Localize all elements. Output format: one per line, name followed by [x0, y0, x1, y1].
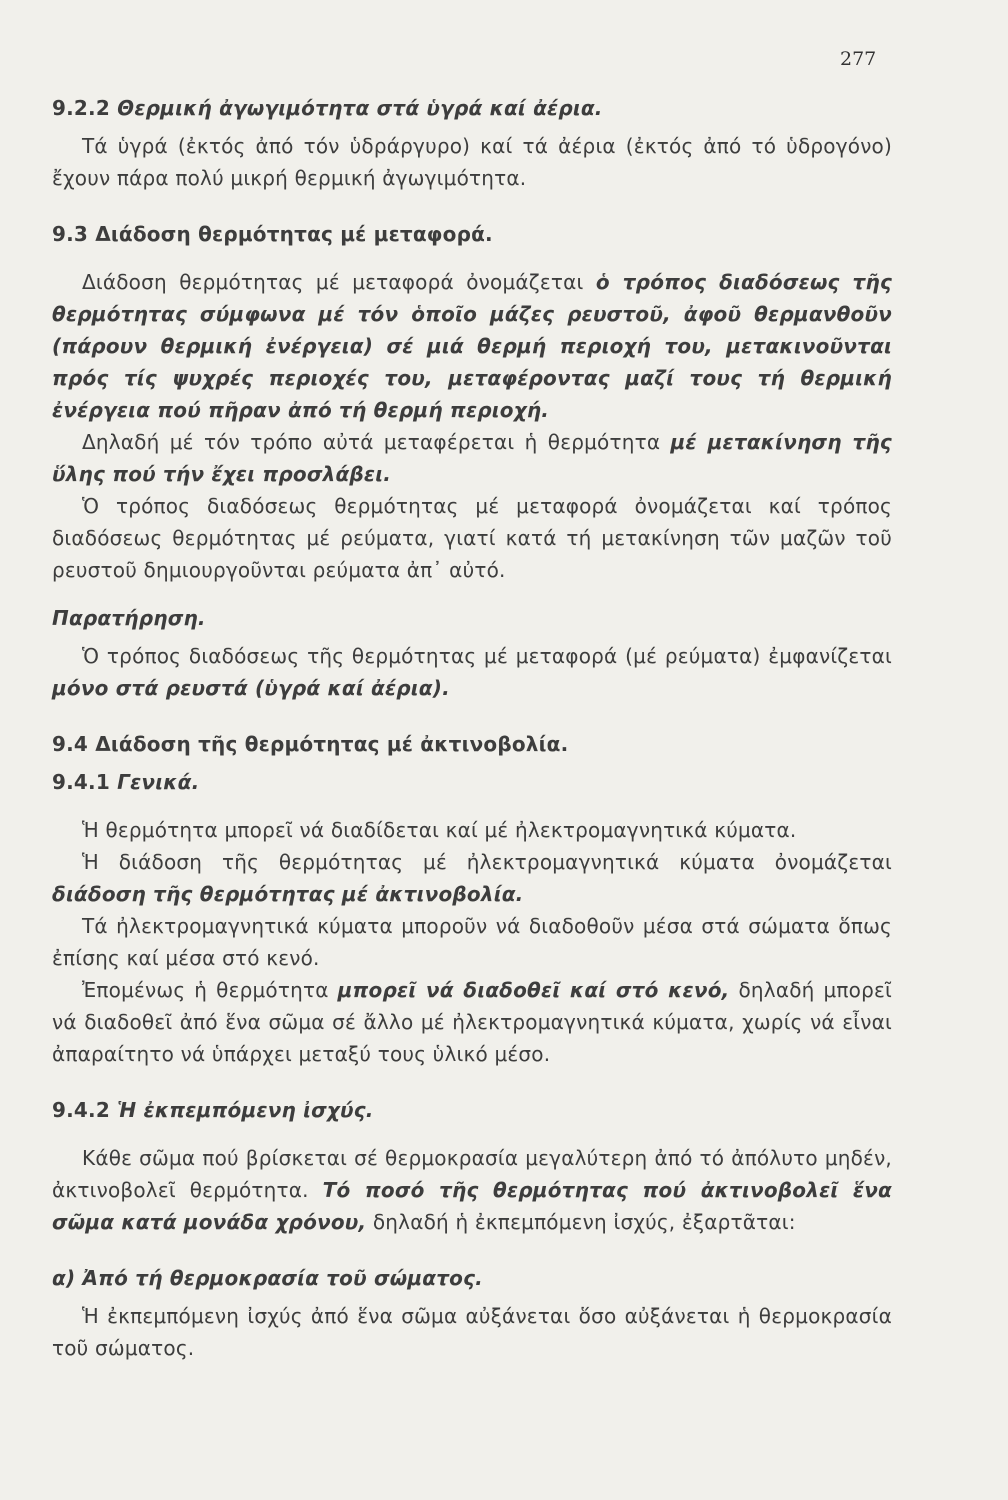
heading-title: Διάδοση θερμότητας μέ μεταφορά. [95, 222, 493, 246]
page-number: 277 [840, 48, 877, 70]
paragraph: Ὁ τρόπος διαδόσεως θερμότητας μέ μεταφορά ὀνομάζεται καί τρόπος διαδόσεως θερμότητας μέ ρεύματα, γιατί κατά τή μετακίνηση τῶν μαζῶν τοῦ ρευστοῦ δημιουργοῦνται ρεύματα ἀπ᾿ αὐτό. [52, 494, 892, 582]
heading-number: 9.3 [52, 222, 89, 246]
heading-9-3 [52, 218, 892, 250]
heading-9-2-2 [52, 92, 892, 124]
text-normal: Ἡ διάδοση τῆς θερμότητας μέ ἠλεκτρομαγνητικά κύματα ὀνομάζεται [82, 850, 892, 874]
heading-number: 9.4 [52, 732, 89, 756]
paragraph: Ἡ ἐκπεμπόμενη ἰσχύς ἀπό ἕνα σῶμα αὐξάνεται ὅσο αὐξάνεται ἡ θερμοκρασία τοῦ σώματος. [52, 1304, 892, 1360]
note-title: Παρατήρηση. [52, 606, 206, 630]
heading-number: 9.2.2 [52, 96, 110, 120]
text-normal: Δηλαδή μέ τόν τρόπο αὐτά μεταφέρεται ἡ θερμότητα [82, 430, 661, 454]
heading-title: Ἡ ἐκπεμπόμενη ἰσχύς. [117, 1098, 374, 1122]
heading-title: Διάδοση τῆς θερμότητας μέ ἀκτινοβολία. [95, 732, 569, 756]
text-emphasis: μόνο στά ρευστά (ὑγρά καί ἀέρια). [52, 676, 450, 700]
list-item-a-title [52, 1262, 892, 1294]
paragraph-definition [52, 266, 892, 426]
paragraph: Τά ἠλεκτρομαγνητικά κύματα μποροῦν νά διαδοθοῦν μέσα στά σώματα ὅπως ἐπίσης καί μέσα στό κενό. [52, 914, 892, 970]
paragraph: Τά ὑγρά (ἐκτός ἀπό τόν ὑδράργυρο) καί τά ἀέρια (ἐκτός ἀπό τό ὑδρογόνο) ἔχουν πάρα πολύ μικρή θερμική ἀγωγιμότητα. [52, 134, 892, 190]
text-normal: Κάθε σῶμα πού βρίσκεται σέ θερμοκρασία μεγαλύτερη ἀπό τό ἀπόλυτο μηδέν, ἀκτινοβολεῖ θερμότητα. [52, 1146, 892, 1202]
heading-title: Θερμική ἀγωγιμότητα στά ὑγρά καί ἀέρια. [117, 96, 603, 120]
heading-number: 9.4.2 [52, 1098, 110, 1122]
list-item-heading: Ἀπό τή θερμοκρασία τοῦ σώματος. [82, 1266, 483, 1290]
paragraph [52, 974, 892, 1070]
text-emphasis: διάδοση τῆς θερμότητας μέ ἀκτινοβολία. [52, 882, 524, 906]
paragraph-definition [52, 846, 892, 910]
text-normal: Διάδοση θερμότητας μέ μεταφορά ὀνομάζεται [82, 270, 584, 294]
text-emphasis: μπορεῖ νά διαδοθεῖ καί στό κενό, [337, 978, 730, 1002]
paragraph: Ἡ θερμότητα μπορεῖ νά διαδίδεται καί μέ ἠλεκτρομαγνητικά κύματα. [82, 818, 797, 842]
heading-9-4 [52, 728, 892, 760]
text-normal: Ἐπομένως ἡ θερμότητα [82, 978, 329, 1002]
note-paragraph [52, 640, 892, 704]
list-item-label: α) [52, 1266, 76, 1290]
text-normal: δηλαδή μπορεῖ νά διαδοθεῖ ἀπό ἕνα σῶμα σέ ἄλλο μέ ἠλεκτρομαγνητικά κύματα, χωρίς νά εἶναι ἀπαραίτητο νά ὑπάρχει μεταξύ τους ὑλικό μέσο. [52, 978, 892, 1066]
text-normal: δηλαδή ἡ ἐκπεμπόμενη ἰσχύς, ἐξαρτᾶται: [372, 1210, 796, 1234]
heading-9-4-1 [52, 766, 892, 798]
paragraph [52, 1142, 892, 1238]
page-content [52, 92, 892, 1364]
text-emphasis: ὁ τρόπος διαδόσεως τῆς θερμότητας σύμφωνα μέ τόν ὁποῖο μάζες ρευστοῦ, ἀφοῦ θερμανθοῦν (πάρουν θερμική ἐνέργεια) σέ μιά θερμή περιοχή του, μετακινοῦνται πρός τίς ψυχρές περιοχές του, μεταφέροντας μαζί τους τή θερμική ἐνέργεια πού πῆραν ἀπό τή θερμή περιοχή. [52, 270, 893, 422]
text-emphasis: μέ μετακίνηση τῆς ὕλης πού τήν ἔχει προσλάβει. [52, 430, 892, 486]
heading-number: 9.4.1 [52, 770, 110, 794]
heading-9-4-2 [52, 1094, 892, 1126]
heading-title: Γενικά. [117, 770, 200, 794]
paragraph [52, 426, 892, 490]
text-normal: Ὁ τρόπος διαδόσεως τῆς θερμότητας μέ μεταφορά (μέ ρεύματα) ἐμφανίζεται [82, 644, 892, 668]
text-emphasis: Τό ποσό τῆς θερμότητας πού ἀκτινοβολεῖ ἕνα σῶμα κατά μονάδα χρόνου, [52, 1178, 892, 1234]
